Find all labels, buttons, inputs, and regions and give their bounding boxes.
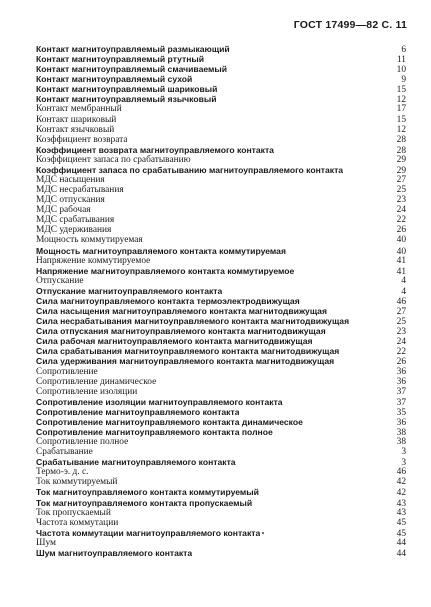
index-page-number: 41 bbox=[396, 266, 406, 277]
index-entry bbox=[36, 125, 406, 135]
index-term: МДС рабочая bbox=[36, 205, 91, 216]
index-term: Шум магнитоуправляемого контакта bbox=[36, 547, 193, 558]
index-entry bbox=[36, 185, 406, 195]
index-term: Отпускание bbox=[36, 275, 84, 286]
index-page-number: 46 bbox=[396, 467, 406, 478]
index-term: МДС срабатывания bbox=[36, 215, 115, 226]
index-page-number: 42 bbox=[396, 477, 406, 488]
index-page-number: 38 bbox=[396, 437, 406, 448]
index-entry bbox=[36, 367, 406, 377]
index-page-number: 25 bbox=[396, 317, 406, 328]
index-term: Ток коммутируемый bbox=[36, 477, 118, 488]
index-page-number: 25 bbox=[396, 185, 406, 196]
index-entry bbox=[36, 417, 406, 427]
index-entry bbox=[36, 256, 406, 266]
index-page-number: 27 bbox=[396, 307, 406, 318]
index-term: Сопротивление bbox=[36, 366, 98, 377]
index-entry bbox=[36, 356, 406, 366]
index-entry bbox=[36, 427, 406, 437]
index-entry bbox=[36, 165, 406, 175]
index-entry bbox=[36, 477, 406, 487]
index-entry bbox=[36, 457, 406, 467]
index-term: Сила рабочая магнитоуправляемого контакта магнитодвижущая bbox=[36, 336, 313, 347]
index-term: Сила срабатывания магнитоуправляемого контакта магнитодвижущая bbox=[36, 346, 340, 357]
index-page-number: 12 bbox=[396, 95, 406, 106]
index-entry bbox=[36, 336, 406, 346]
index-term: Контакт язычковый bbox=[36, 124, 115, 135]
index-page-number: 28 bbox=[396, 134, 406, 145]
index-page-number: 4 bbox=[401, 275, 406, 286]
index-entry bbox=[36, 286, 406, 296]
index-term: Коэффициент запаса по срабатыванию bbox=[36, 154, 191, 165]
index-entry bbox=[36, 145, 406, 155]
index-page-number: 22 bbox=[396, 347, 406, 358]
index-entry bbox=[36, 135, 406, 145]
index-page-number: 10 bbox=[396, 65, 406, 76]
index-term: Сила удерживания магнитоуправляемого контакта магнитодвижущая bbox=[36, 356, 335, 367]
index-entry bbox=[36, 387, 406, 397]
index-page-number: 43 bbox=[396, 498, 406, 509]
index-term: Ток пропускаемый bbox=[36, 507, 111, 518]
index-term: Сопротивление магнитоуправляемого контакта bbox=[36, 406, 240, 417]
index-entry bbox=[36, 155, 406, 165]
index-entry bbox=[36, 447, 406, 457]
index-page-number: 40 bbox=[396, 246, 406, 257]
index-page-number: 26 bbox=[396, 225, 406, 236]
index-page-number: 3 bbox=[401, 447, 406, 458]
index-entry bbox=[36, 407, 406, 417]
index-term: МДС удерживания bbox=[36, 225, 112, 236]
index-term: Напряжение магнитоуправляемого контакта коммутируемое bbox=[36, 265, 295, 276]
index-entry bbox=[36, 235, 406, 245]
index-page-number: 40 bbox=[396, 235, 406, 246]
index-term: Сопротивление изоляции магнитоуправляемого контакта bbox=[36, 396, 283, 407]
index-term: Контакт магнитоуправляемый ртутный bbox=[36, 54, 205, 65]
index-page-number: 41 bbox=[396, 255, 406, 266]
index-page-number: 44 bbox=[396, 548, 406, 559]
index-page-number: 15 bbox=[396, 85, 406, 96]
index-page-number: 26 bbox=[396, 357, 406, 368]
index-entry bbox=[36, 397, 406, 407]
index-term: Частота коммутации магнитоуправляемого контакта bbox=[36, 527, 261, 538]
index-term: Коэффициент возврата магнитоуправляемого контакта bbox=[36, 144, 274, 155]
index-term: Ток магнитоуправляемого контакта коммутируемый bbox=[36, 487, 259, 498]
index-entry bbox=[36, 487, 406, 497]
index-entry bbox=[36, 175, 406, 185]
index-entry bbox=[36, 316, 406, 326]
index-entry bbox=[36, 326, 406, 336]
index-term: МДС несрабатывания bbox=[36, 185, 124, 196]
index-entry bbox=[36, 215, 406, 225]
index-page-number: 37 bbox=[396, 397, 406, 408]
index-page-number: 46 bbox=[396, 296, 406, 307]
index-page-number: 28 bbox=[396, 145, 406, 156]
index-term: Контакт магнитоуправляемый сухой bbox=[36, 74, 193, 85]
index-page-number: 23 bbox=[396, 195, 406, 206]
index-term: Сопротивление магнитоуправляемого контакта динамическое bbox=[36, 416, 303, 427]
index-page-number: 36 bbox=[396, 366, 406, 377]
index-term: Срабатывание bbox=[36, 447, 93, 458]
index-entry bbox=[36, 467, 406, 477]
index-entry bbox=[36, 498, 406, 508]
index-entry bbox=[36, 94, 406, 104]
index-page-number: 38 bbox=[396, 427, 406, 438]
index-term: Шум bbox=[36, 537, 56, 548]
index-entry bbox=[36, 195, 406, 205]
index-page-number: 27 bbox=[396, 175, 406, 186]
index-term: Мощность магнитоуправляемого контакта коммутируемая bbox=[36, 245, 286, 256]
index-term: МДС отпускания bbox=[36, 195, 105, 206]
index-page-number: 4 bbox=[401, 286, 406, 297]
index-page-number: 29 bbox=[396, 154, 406, 165]
index-term: Сила насыщения магнитоуправляемого контакта магнитодвижущая bbox=[36, 306, 327, 317]
index-entry bbox=[36, 518, 406, 528]
index-entry bbox=[36, 84, 406, 94]
index-entry bbox=[36, 266, 406, 276]
index-page-number: 24 bbox=[396, 337, 406, 348]
index-entry bbox=[36, 538, 406, 548]
index-page-number: 11 bbox=[396, 55, 406, 66]
index-page-number: 9 bbox=[401, 75, 406, 86]
index-term: Ток магнитоуправляемого контакта пропускаемый bbox=[36, 497, 253, 508]
index-term: Сопротивление динамическое bbox=[36, 376, 157, 387]
index-term: Отпускание магнитоуправляемого контакта bbox=[36, 285, 223, 296]
index-entry bbox=[36, 225, 406, 235]
index-page-number: 36 bbox=[396, 417, 406, 428]
index-page-number: 12 bbox=[396, 124, 406, 135]
index-term: Термо-э. д. с. bbox=[36, 467, 89, 478]
index-entry bbox=[36, 246, 406, 256]
index-page-number: 29 bbox=[396, 165, 406, 176]
index-page-number: 43 bbox=[396, 507, 406, 518]
page-header: ГОСТ 17499—82 С. 11 bbox=[293, 19, 407, 31]
index-term: Контакт шариковый bbox=[36, 114, 117, 125]
index-entry bbox=[36, 54, 406, 64]
index-entry bbox=[36, 346, 406, 356]
print-speck bbox=[262, 532, 264, 534]
index-term: Контакт магнитоуправляемый шариковый bbox=[36, 84, 218, 95]
index-term: Мощность коммутируемая bbox=[36, 235, 143, 246]
index-page-number: 15 bbox=[396, 114, 406, 125]
index-page-number: 3 bbox=[401, 458, 406, 469]
index-page-number: 22 bbox=[396, 215, 406, 226]
index-term: Частота коммутации bbox=[36, 517, 119, 528]
index-entry bbox=[36, 74, 406, 84]
index-entry bbox=[36, 64, 406, 74]
index-term: Сопротивление полное bbox=[36, 437, 129, 448]
index-term: Коэффициент запаса по срабатыванию магнитоуправляемого контакта bbox=[36, 164, 344, 175]
index-entry bbox=[36, 508, 406, 518]
index-entry bbox=[36, 548, 406, 558]
index-entry bbox=[36, 115, 406, 125]
index-entry bbox=[36, 528, 406, 538]
index-term: Сопротивление изоляции bbox=[36, 386, 138, 397]
index-entry bbox=[36, 205, 406, 215]
index-term: Напряжение коммутируемое bbox=[36, 255, 151, 266]
index-term: Контакт магнитоуправляемый смачиваемый bbox=[36, 64, 228, 75]
index-page-number: 44 bbox=[396, 537, 406, 548]
index-term: МДС насыщения bbox=[36, 175, 105, 186]
index-term: Контакт магнитоуправляемый язычковый bbox=[36, 94, 217, 105]
index-page-number: 6 bbox=[401, 45, 406, 55]
index-term: Контакт магнитоуправляемый размыкающий bbox=[36, 44, 230, 54]
index-page-number: 36 bbox=[396, 376, 406, 387]
index-page-number: 37 bbox=[396, 386, 406, 397]
index-term: Сопротивление магнитоуправляемого контакта полное bbox=[36, 426, 273, 437]
index-page-number: 23 bbox=[396, 327, 406, 338]
index-term: Контакт мембранный bbox=[36, 104, 122, 115]
term-index-list bbox=[36, 44, 406, 558]
index-entry bbox=[36, 377, 406, 387]
index-entry bbox=[36, 276, 406, 286]
index-entry bbox=[36, 296, 406, 306]
index-page-number: 24 bbox=[396, 205, 406, 216]
index-page-number: 45 bbox=[396, 528, 406, 539]
index-page-number: 42 bbox=[396, 488, 406, 499]
index-term: Коэффициент возврата bbox=[36, 134, 128, 145]
index-term: Сила несрабатывания магнитоуправляемого контакта магнитодвижущая bbox=[36, 316, 350, 327]
index-term: Сила отпускания магнитоуправляемого контакта магнитодвижущая bbox=[36, 326, 326, 337]
index-term: Срабатывание магнитоуправляемого контакта bbox=[36, 457, 236, 468]
index-page-number: 17 bbox=[396, 104, 406, 115]
index-entry bbox=[36, 437, 406, 447]
index-entry bbox=[36, 44, 406, 54]
index-entry bbox=[36, 306, 406, 316]
index-term: Сила магнитоуправляемого контакта термоэлектродвижущая bbox=[36, 295, 300, 306]
index-page-number: 35 bbox=[396, 407, 406, 418]
index-entry bbox=[36, 104, 406, 114]
index-page-number: 45 bbox=[396, 517, 406, 528]
